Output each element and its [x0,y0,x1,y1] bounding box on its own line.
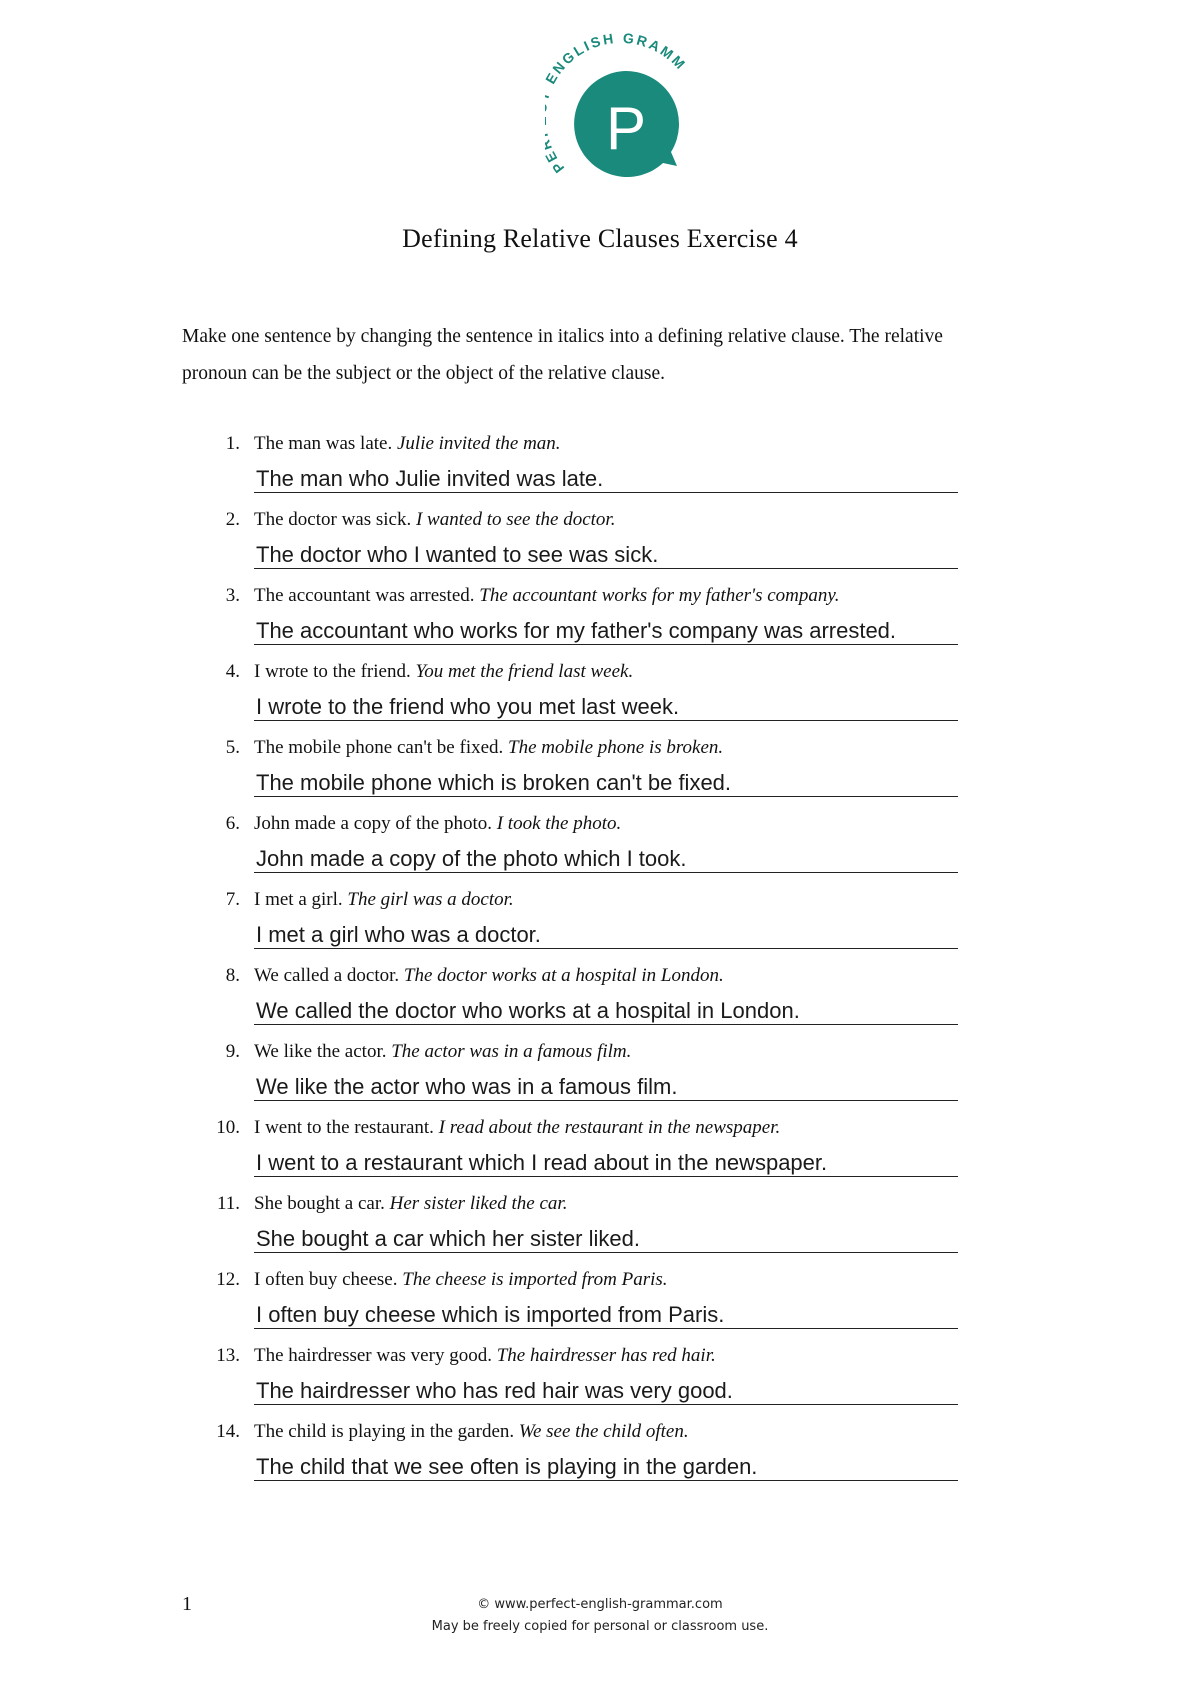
prompt-main: The hairdresser was very good. [254,1345,492,1366]
answer-field[interactable] [254,1070,958,1101]
item-prompt [254,584,840,608]
prompt-italic: The hairdresser has red hair. [496,1345,716,1366]
item-prompt [254,1192,567,1216]
item-number: 7. [225,889,240,910]
answer-field[interactable] [254,766,958,797]
answer-text: We like the actor who was in a famous film. [256,1074,678,1099]
answer-field[interactable] [254,1146,958,1177]
exercise-item [0,1268,1200,1344]
brand-logo [545,28,695,193]
prompt-italic: I wanted to see the doctor. [415,509,616,530]
prompt-main: I wrote to the friend. [254,661,411,682]
answer-text: We called the doctor who works at a hospital in London. [256,998,800,1023]
answer-text: The man who Julie invited was late. [256,466,604,491]
prompt-italic: The cheese is imported from Paris. [402,1269,668,1290]
prompt-main: I often buy cheese. [254,1269,398,1290]
answer-field[interactable] [254,918,958,949]
answer-text: I often buy cheese which is imported from Paris. [256,1302,725,1327]
page-title: Defining Relative Clauses Exercise 4 [402,224,798,253]
exercise-item [0,736,1200,812]
answer-field[interactable] [254,1298,958,1329]
prompt-main: The accountant was arrested. [254,585,475,606]
exercise-item [0,432,1200,508]
item-number: 8. [225,965,240,986]
exercise-item [0,584,1200,660]
prompt-main: I met a girl. [254,889,343,910]
item-number: 1. [225,433,240,454]
footer-copyright: © www.perfect-english-grammar.com [477,1597,723,1612]
exercise-item [0,964,1200,1040]
answer-field[interactable] [254,1222,958,1253]
item-prompt [254,1040,631,1064]
logo-letter: P [605,95,647,162]
exercise-item [0,1040,1200,1116]
item-number: 14. [216,1421,240,1442]
exercise-item [0,1192,1200,1268]
answer-field[interactable] [254,842,958,873]
answer-text: The doctor who I wanted to see was sick. [256,542,659,567]
prompt-italic: The girl was a doctor. [347,889,514,910]
prompt-italic: The accountant works for my father's company. [479,585,840,606]
item-prompt [254,888,514,912]
prompt-main: She bought a car. [254,1193,385,1214]
item-prompt [254,736,723,760]
item-prompt [254,1344,716,1368]
prompt-italic: I took the photo. [496,813,622,834]
answer-text: The child that we see often is playing in the garden. [256,1454,758,1479]
prompt-italic: The mobile phone is broken. [508,737,724,758]
answer-field[interactable] [254,690,958,721]
prompt-main: The mobile phone can't be fixed. [254,737,504,758]
answer-field[interactable] [254,994,958,1025]
item-prompt [254,964,724,988]
answer-field[interactable] [254,1450,958,1481]
page-number: 1 [182,1593,192,1615]
logo-arc-text: P NGLISH GRAMM [547,29,690,177]
item-number: 6. [225,813,240,834]
exercise-item [0,1116,1200,1192]
prompt-main: We like the actor. [254,1041,387,1062]
item-number: 13. [216,1345,240,1366]
item-number: 11. [216,1193,240,1214]
item-number: 2. [225,509,240,530]
answer-text: I met a girl who was a doctor. [256,922,541,947]
exercise-item [0,1344,1200,1420]
item-number: 12. [216,1269,240,1290]
item-prompt [254,812,621,836]
answer-text: John made a copy of the photo which I took. [256,846,687,871]
prompt-main: The doctor was sick. [254,509,412,530]
item-number: 10. [216,1117,240,1138]
footer-note: May be freely copied for personal or classroom use. [431,1619,769,1634]
prompt-italic: We see the child often. [518,1421,689,1442]
answer-text: I wrote to the friend who you met last week. [256,694,680,719]
exercise-item [0,1420,1200,1496]
item-prompt [254,660,633,684]
answer-text: I went to a restaurant which I read about in the newspaper. [256,1150,828,1175]
answer-text: She bought a car which her sister liked. [256,1226,640,1251]
exercise-item [0,888,1200,964]
item-number: 4. [225,661,240,682]
prompt-italic: Her sister liked the car. [389,1193,568,1214]
prompt-italic: The doctor works at a hospital in London. [403,965,724,986]
answer-field[interactable] [254,538,958,569]
answer-field[interactable] [254,462,958,493]
prompt-main: I went to the restaurant. [254,1117,434,1138]
answer-text: The hairdresser who has red hair was very good. [256,1378,733,1403]
footer [0,1594,1200,1638]
item-number: 9. [225,1041,240,1062]
exercise-item [0,812,1200,888]
prompt-main: We called a doctor. [254,965,400,986]
prompt-main: The man was late. [254,433,393,454]
prompt-main: The child is playing in the garden. [254,1421,515,1442]
item-prompt [254,1116,780,1140]
item-prompt [254,432,561,456]
answer-field[interactable] [254,1374,958,1405]
instructions: Make one sentence by changing the sentence in italics into a defining relative clause. The relative pronoun can be the subject or the object of the relative clause. [182,326,943,384]
item-prompt [254,1420,689,1444]
answer-field[interactable] [254,614,958,645]
exercise-item [0,508,1200,584]
prompt-italic: I read about the restaurant in the newspaper. [438,1117,781,1138]
answer-text: The mobile phone which is broken can't be fixed. [256,770,732,795]
item-number: 3. [225,585,240,606]
answer-text: The accountant who works for my father's company was arrested. [256,618,897,643]
prompt-italic: The actor was in a famous film. [391,1041,632,1062]
exercise-item [0,660,1200,736]
item-prompt [254,1268,668,1292]
brand-logo-graphic [545,28,695,193]
item-number: 5. [225,737,240,758]
item-prompt [254,508,615,532]
prompt-italic: Julie invited the man. [396,433,561,454]
prompt-italic: You met the friend last week. [415,661,634,682]
prompt-main: John made a copy of the photo. [254,813,492,834]
